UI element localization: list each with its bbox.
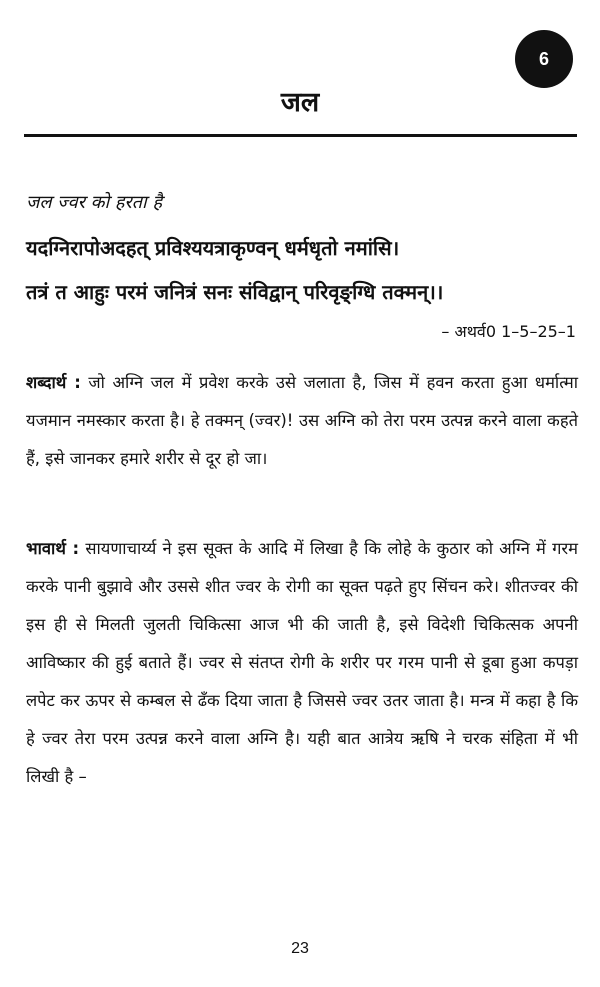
shabdarth-paragraph [26,364,578,478]
shabdarth-text: जो अग्नि जल में प्रवेश करके उसे जलाता है, जिस में हवन करता हुआ धर्मात्मा यजमान नमस्कार करता है। हे तक्मन् (ज्वर)! उस अग्नि को तेरा परम उत्पन्न करने वाला कहते हैं, इसे जानकर हमारे शरीर से दूर हो जा। [26,373,578,468]
title-divider [24,134,577,137]
verse-reference: – अथर्व0 1–5–25–1 [441,322,576,341]
bhavarth-label: भावार्थ : [26,539,80,558]
chapter-number-badge [515,30,573,88]
bhavarth-paragraph [26,530,578,796]
bhavarth-text: सायणाचार्य्य ने इस सूक्त के आदि में लिखा है कि लोहे के कुठार को अग्नि में गरम करके पानी बुझावे और उससे शीत ज्वर के रोगी का सूक्त पढ़ते हुए सिंचन करे। शीतज्वर की इस ही से मिलती जुलती चिकित्सा आज भी की जाती है, इसे विदेशी चिकित्सक अपनी आविष्कार की हुई बताते हैं। ज्वर से संतप्त रोगी के शरीर पर गरम पानी से डूबा हुआ कपड़ा लपेट कर ऊपर से कम्बल से ढँक दिया जाता है जिससे ज्वर उतर जाता है। मन्त्र में कहा है कि हे ज्वर तेरा परम उत्पन्न करने वाला अग्नि है। यही बात आत्रेय ऋषि ने चरक संहिता में भी लिखी है – [26,539,578,786]
verse-line-2: तत्रं त आहुः परमं जनित्रं सनः संविद्वान् परिवृङ्ग्धि तक्मन्।। [26,280,444,304]
verse-line-1: यदग्निरापोअदहत् प्रविश्ययत्राकृण्वन् धर्मधृतो नमांसि। [26,236,400,260]
section-subheading: जल ज्वर को हरता है [26,192,162,213]
shabdarth-label: शब्दार्थ : [26,373,81,392]
chapter-title: जल [280,87,320,118]
page-number: 23 [291,940,309,957]
chapter-number: 6 [538,48,549,69]
